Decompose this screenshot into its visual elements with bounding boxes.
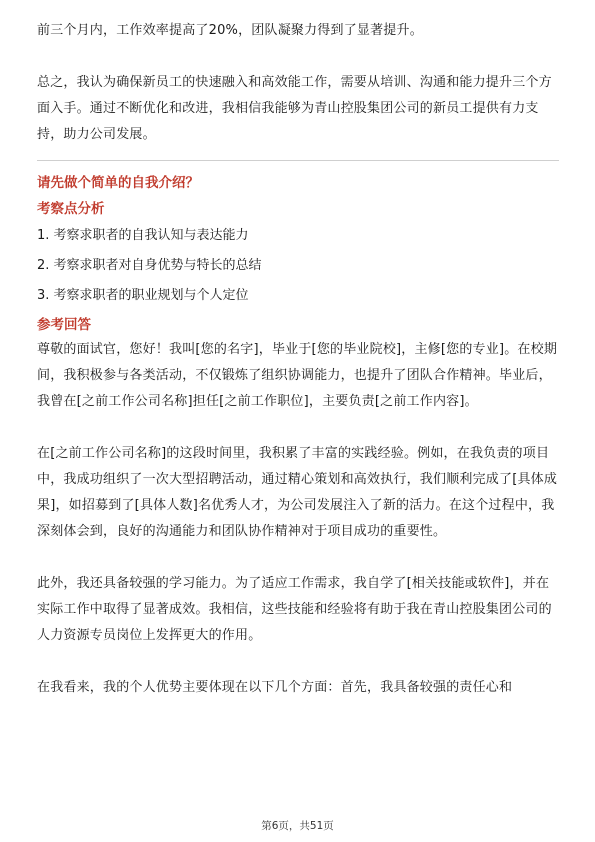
- analysis-point: 1. 考察求职者的自我认知与表达能力: [37, 228, 249, 243]
- analysis-points: [37, 221, 559, 311]
- document-page: [37, 18, 559, 701]
- analysis-point: 2. 考察求职者对自身优势与特长的总结: [37, 258, 262, 273]
- section-divider: [37, 160, 559, 161]
- analysis-point: 3. 考察求职者的职业规划与个人定位: [37, 288, 249, 303]
- answer-paragraph-2: 在[之前工作公司名称]的这段时间里，我积累了丰富的实践经验。例如，在我负责的项目中，我成功组织了一次大型招聘活动，通过精心策划和高效执行，我们顺利完成了[具体成果]，如招募到了[具体人数]名优秀人才，为公司发展注入了新的活力。在这个过程中，我深刻体会到，良好的沟通能力和团队协作精神对于项目成功的重要性。: [37, 446, 558, 539]
- intro-paragraph-2: 总之，我认为确保新员工的快速融入和高效能工作，需要从培训、沟通和能力提升三个方面入手。通过不断优化和改进，我相信我能够为青山控股集团公司的新员工提供有力支持，助力公司发展。: [37, 75, 552, 142]
- intro-paragraph-1: 前三个月内，工作效率提高了20%，团队凝聚力得到了显著提升。: [37, 23, 423, 38]
- question-heading: 请先做个简单的自我介绍？: [37, 175, 199, 191]
- answer-paragraph-3: 此外，我还具备较强的学习能力。为了适应工作需求，我自学了[相关技能或软件]，并在实际工作中取得了显著成效。我相信，这些技能和经验将有助于我在青山控股集团公司的人力资源专员岗位上发挥更大的作用。: [37, 576, 552, 643]
- answer-paragraph-4: 在我看来，我的个人优势主要体现在以下几个方面：首先，我具备较强的责任心和: [37, 680, 513, 695]
- answer-title: 参考回答: [37, 317, 91, 333]
- answer-paragraph-1: 尊敬的面试官，您好！我叫[您的名字]，毕业于[您的毕业院校]，主修[您的专业]。在校期间，我积极参与各类活动，不仅锻炼了组织协调能力，也提升了团队合作精神。毕业后，我曾在[之前工作公司名称]担任[之前工作职位]，主要负责[之前工作内容]。: [37, 342, 558, 409]
- analysis-title: 考察点分析: [37, 201, 105, 217]
- page-footer: 第6页，共51页: [261, 820, 334, 832]
